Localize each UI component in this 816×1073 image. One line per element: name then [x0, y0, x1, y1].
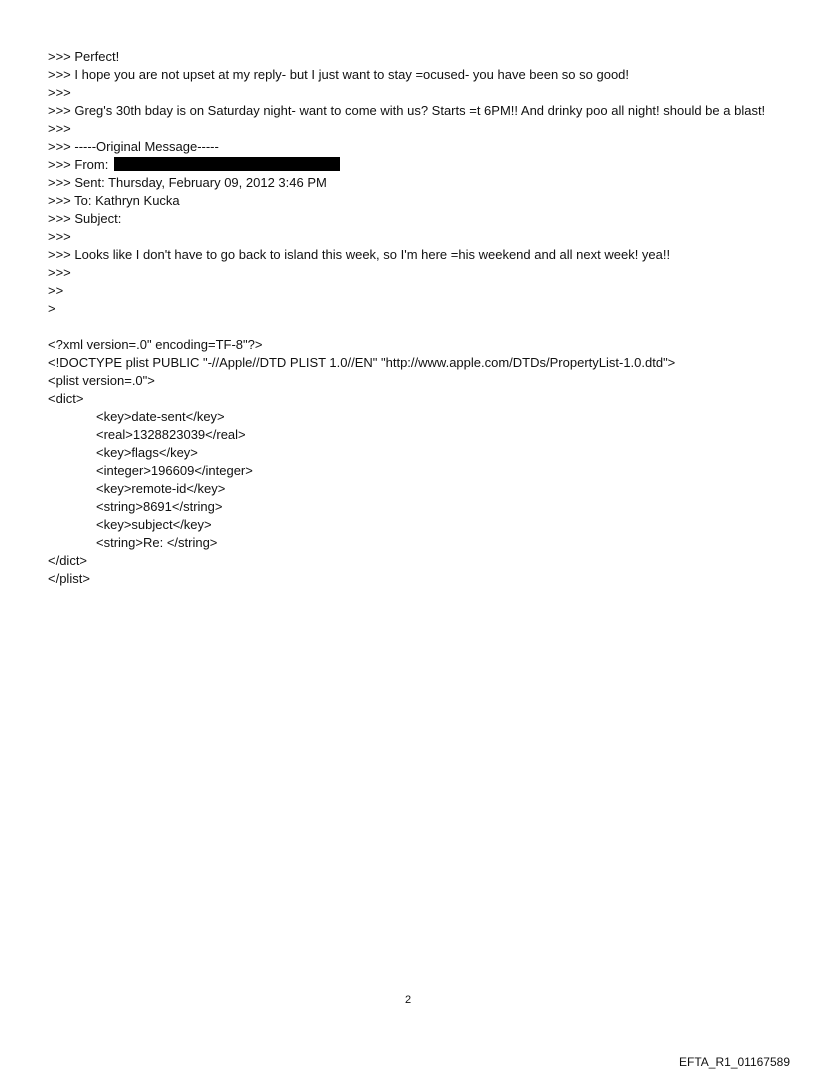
- line-text: <dict>: [48, 391, 84, 406]
- line-text: <string>Re: </string>: [96, 535, 218, 550]
- text-line: [48, 102, 778, 120]
- text-line: [48, 372, 778, 390]
- text-line: [48, 192, 778, 210]
- text-line: [48, 534, 778, 552]
- text-line: [48, 336, 778, 354]
- text-line: [48, 48, 778, 66]
- text-line: [48, 570, 778, 588]
- text-line: [48, 354, 778, 372]
- line-text: </plist>: [48, 571, 90, 586]
- line-text: <key>flags</key>: [96, 445, 198, 460]
- line-text: >>> Sent: Thursday, February 09, 2012 3:46 PM: [48, 175, 327, 190]
- line-text: <key>remote-id</key>: [96, 481, 226, 496]
- line-text: <key>subject</key>: [96, 517, 212, 532]
- text-line: [48, 210, 778, 228]
- text-line: [48, 462, 778, 480]
- line-text: >>> Greg's 30th bday is on Saturday night- want to come with us? Starts =t 6PM!! And drinky poo all night! should be a blast!: [48, 103, 766, 118]
- text-line: [48, 552, 778, 570]
- text-line: [48, 318, 778, 336]
- text-line: [48, 120, 778, 138]
- line-text: >>: [48, 283, 64, 298]
- line-text: <string>8691</string>: [96, 499, 223, 514]
- text-line: [48, 66, 778, 84]
- line-text: <real>1328823039</real>: [96, 427, 246, 442]
- line-text: >>>: [48, 229, 71, 244]
- line-text: >>> Perfect!: [48, 49, 120, 64]
- text-line: [48, 84, 778, 102]
- text-line: [48, 264, 778, 282]
- line-text: >>> From:: [48, 157, 112, 172]
- line-text: <?xml version=.0" encoding=TF-8"?>: [48, 337, 263, 352]
- text-line: [48, 246, 778, 264]
- line-text: <integer>196609</integer>: [96, 463, 253, 478]
- line-text: <key>date-sent</key>: [96, 409, 225, 424]
- line-text: <!DOCTYPE plist PUBLIC "-//Apple//DTD PLIST 1.0//EN" "http://www.apple.com/DTDs/PropertyList-1.0.dtd">: [48, 355, 676, 370]
- text-line: [48, 426, 778, 444]
- line-text: </dict>: [48, 553, 88, 568]
- text-line: [48, 282, 778, 300]
- text-line: [48, 444, 778, 462]
- line-text: >>>: [48, 265, 71, 280]
- text-line: [48, 300, 778, 318]
- line-text: >>> Looks like I don't have to go back to island this week, so I'm here =his weekend and all next week! yea!!: [48, 247, 671, 262]
- line-text: >>> To: Kathryn Kucka: [48, 193, 180, 208]
- line-text: >>> Subject:: [48, 211, 122, 226]
- text-line: [48, 498, 778, 516]
- from-line: [48, 156, 778, 174]
- line-text: >>> -----Original Message-----: [48, 139, 219, 154]
- bates-number: EFTA_R1_01167589: [679, 1055, 790, 1069]
- text-line: [48, 516, 778, 534]
- page-number: 2: [404, 994, 412, 1006]
- email-body: [48, 48, 778, 588]
- redaction-box: [114, 157, 340, 171]
- line-text: >>>: [48, 121, 71, 136]
- text-line: [48, 390, 778, 408]
- text-line: [48, 174, 778, 192]
- line-text: >>>: [48, 85, 71, 100]
- line-text: >: [48, 301, 56, 316]
- text-line: [48, 228, 778, 246]
- text-line: [48, 408, 778, 426]
- text-line: [48, 480, 778, 498]
- text-line: [48, 138, 778, 156]
- line-text: <plist version=.0">: [48, 373, 155, 388]
- line-text: >>> I hope you are not upset at my reply- but I just want to stay =ocused- you have been so so good!: [48, 67, 630, 82]
